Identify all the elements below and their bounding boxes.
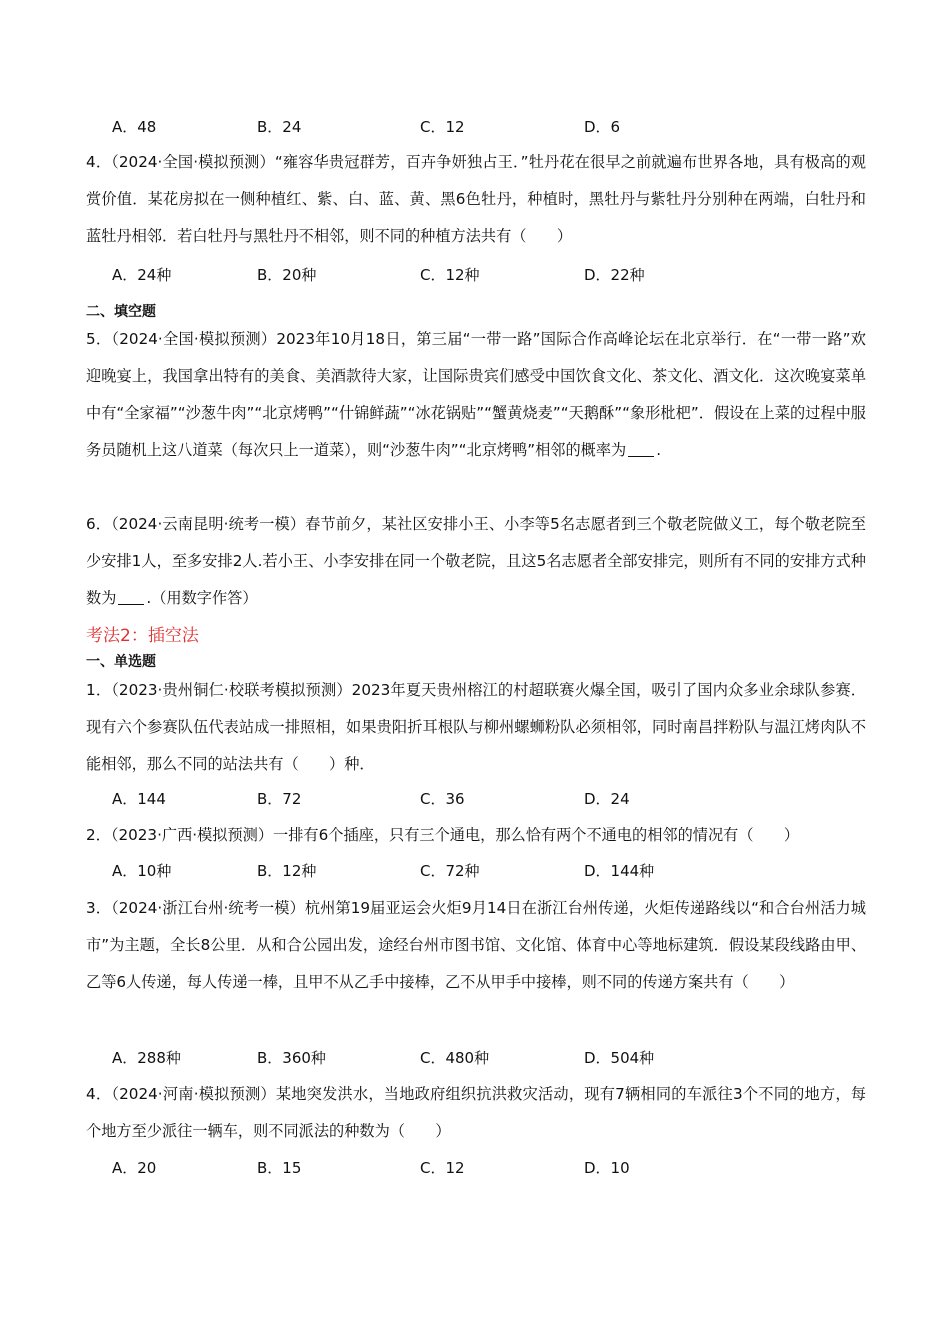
option-a: A．10种: [112, 862, 172, 880]
option-d: D．22种: [584, 266, 645, 284]
options-row-p2: [112, 860, 812, 882]
option-d: D．144种: [584, 862, 655, 880]
option-b: B．15: [257, 1159, 302, 1177]
option-a: A．24种: [112, 266, 172, 284]
option-b: B．20种: [257, 266, 317, 284]
options-row-p1: [112, 788, 812, 810]
option-d: D．6: [584, 118, 621, 136]
problem-3-torch-relay: 3．（2024·浙江台州·统考一模）杭州第19届亚运会火炬9月14日在浙江台州传递，火炬传递路线以“和合台州活力城市”为主题，全长8公里．从和合公园出发，途经台州市图书馆、文化馆、体育中心等地标建筑．假设某段线路由甲、乙等6人传递，每人传递一棒，且甲不从乙手中接棒，乙不从甲手中接棒，则不同的传递方案共有（ ）: [86, 899, 866, 991]
option-a: A．288种: [112, 1049, 181, 1067]
options-row-p4: [112, 1157, 812, 1179]
question-6-text: 6．（2024·云南昆明·统考一模）春节前夕，某社区安排小王、小李等5名志愿者到三个敬老院做义工，每个敬老院至少安排1人，至多安排2人.若小王、小李安排在同一个敬老院，且这5名志愿者全部安排完，则所有不同的安排方式种数为: [86, 515, 866, 607]
option-c: C．12种: [420, 266, 480, 284]
option-a: A．20: [112, 1159, 157, 1177]
question-6-volunteers: [86, 506, 866, 617]
section-heading-single-choice: 一、单选题: [86, 654, 156, 670]
problem-2-sockets: 2．（2023·广西·模拟预测）一排有6个插座，只有三个通电，那么恰有两个不通电的相邻的情况有（ ）: [86, 826, 800, 844]
options-row-p3: [112, 1047, 812, 1069]
option-d: D．24: [584, 790, 630, 808]
option-d: D．10: [584, 1159, 630, 1177]
question-5-text: 5．（2024·全国·模拟预测）2023年10月18日，第三届“一带一路”国际合作高峰论坛在北京举行．在“一带一路”欢迎晚宴上，我国拿出特有的美食、美酒款待大家，让国际贵宾们感受中国饮食文化、茶文化、酒文化．这次晚宴菜单中有“全家福”“沙葱牛肉”“北京烤鸭”“什锦鲜蔬”“冰花锅贴”“蟹黄烧麦”“天鹅酥”“象形枇杷”．假设在上菜的过程中服务员随机上这八道菜（每次只上一道菜），则“沙葱牛肉”“北京烤鸭”相邻的概率为: [86, 330, 866, 459]
question-4-peony: 4．（2024·全国·模拟预测）“雍容华贵冠群芳，百卉争妍独占王．”牡丹花在很早之前就遍布世界各地，具有极高的观赏价值．某花房拟在一侧种植红、紫、白、蓝、黄、黑6色牡丹，种植时，黑牡丹与紫牡丹分别种在两端，白牡丹和蓝牡丹相邻．若白牡丹与黑牡丹不相邻，则不同的种植方法共有（ ）: [86, 153, 866, 245]
option-d: D．504种: [584, 1049, 655, 1067]
question-5-end: .: [656, 441, 662, 459]
option-b: B．360种: [257, 1049, 326, 1067]
problem-1-football: 1．（2023·贵州铜仁·校联考模拟预测）2023年夏天贵州榕江的村超联赛火爆全国，吸引了国内众多业余球队参赛．现有六个参赛队伍代表站成一排照相，如果贵阳折耳根队与柳州螺蛳粉队必须相邻，同时南昌拌粉队与温江烤肉队不能相邻，那么不同的站法共有（ ）种．: [86, 681, 866, 773]
options-row-q4-peony: [112, 264, 812, 286]
option-c: C．480种: [420, 1049, 490, 1067]
answer-blank: [628, 442, 654, 457]
option-a: A．48: [112, 118, 157, 136]
answer-blank: [118, 590, 144, 605]
question-6-end: .（用数字作答）: [146, 589, 258, 607]
option-c: C．12: [420, 1159, 465, 1177]
section-heading-fill-in: 二、填空题: [86, 304, 156, 320]
option-b: B．24: [257, 118, 302, 136]
question-5-banquet: [86, 321, 866, 469]
option-c: C．36: [420, 790, 465, 808]
option-b: B．12种: [257, 862, 317, 880]
option-c: C．72种: [420, 862, 480, 880]
problem-4-flood-vehicles: 4．（2024·河南·模拟预测）某地突发洪水，当地政府组织抗洪救灾活动，现有7辆相同的车派往3个不同的地方，每个地方至少派往一辆车，则不同派法的种数为（ ）: [86, 1085, 866, 1140]
method-2-title: 考法2：插空法: [86, 626, 199, 646]
options-row-top: [112, 116, 812, 138]
option-b: B．72: [257, 790, 302, 808]
option-a: A．144: [112, 790, 166, 808]
option-c: C．12: [420, 118, 465, 136]
